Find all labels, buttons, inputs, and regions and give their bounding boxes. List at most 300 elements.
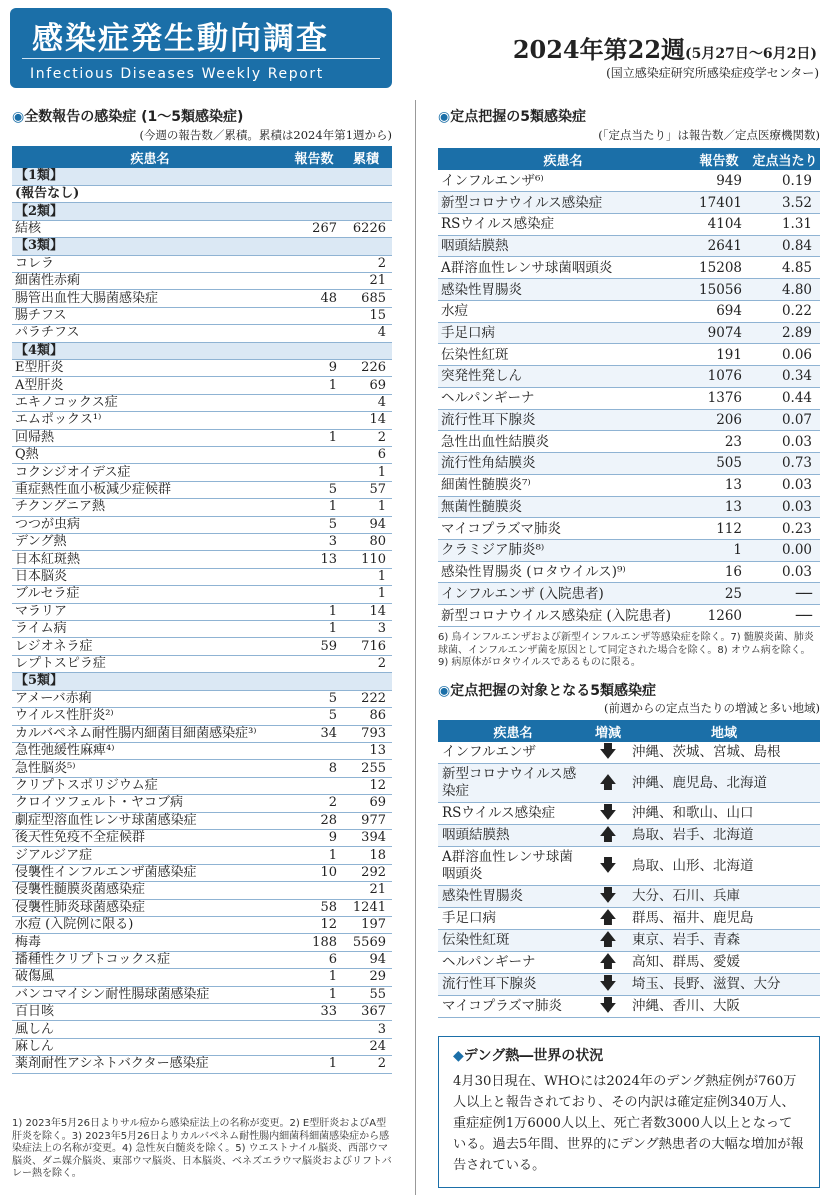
disease-name: 薬剤耐性アシネトバクター感染症	[12, 1056, 288, 1073]
table-row	[12, 847, 392, 864]
table-row	[438, 213, 820, 235]
cumulative-count: 80	[340, 534, 392, 551]
disease-name: カルバペネム耐性腸内細菌目細菌感染症³⁾	[12, 725, 288, 742]
table-row	[12, 829, 392, 846]
col-disease-header: 疾患名	[12, 146, 288, 168]
disease-name: つつが虫病	[12, 516, 288, 533]
disease-name: 破傷風	[12, 969, 288, 986]
table-row	[12, 377, 392, 394]
report-count: 949	[688, 170, 750, 192]
report-count: 33	[288, 1004, 340, 1021]
disease-name: 侵襲性肺炎球菌感染症	[12, 899, 288, 916]
section2-footnote: 6) 鳥インフルエンザおよび新型インフルエンザ等感染症を除く。7) 髄膜炎菌、肺炎球菌、インフルエンザ菌を原因として同定された場合を除く。8) オウム病を除く。9) 病原体がロタウイルスであるものに限る。	[438, 632, 814, 668]
disease-name: クリプトスポリジウム症	[12, 777, 288, 794]
table-row	[12, 986, 392, 1003]
report-count: 9074	[688, 322, 750, 344]
table-row	[438, 496, 820, 518]
disease-name: ジアルジア症	[12, 847, 288, 864]
table-row	[438, 235, 820, 257]
diamond-icon: ◆	[453, 1048, 464, 1064]
table-row	[12, 290, 392, 307]
report-count: 1	[288, 969, 340, 986]
cumulative-count: 685	[340, 290, 392, 307]
section1-heading	[12, 106, 243, 126]
arrow-down-icon: 🡇	[588, 847, 628, 886]
disease-name: 無菌性髄膜炎	[438, 496, 688, 518]
col-change-header: 増減	[588, 720, 628, 742]
col-cumulative-header: 累積	[340, 146, 392, 168]
cumulative-count: 110	[340, 551, 392, 568]
report-count	[288, 777, 340, 794]
cumulative-count: 2	[340, 1056, 392, 1073]
section3-note: (前週からの定点当たりの増減と多い地域)	[604, 701, 820, 715]
cumulative-count: 2	[340, 429, 392, 446]
disease-name: ヘルパンギーナ	[438, 387, 688, 409]
table-row	[12, 1038, 392, 1055]
report-count	[288, 255, 340, 272]
report-count: 59	[288, 638, 340, 655]
table-header-row	[438, 720, 820, 742]
cumulative-count: 18	[340, 847, 392, 864]
disease-name: RSウイルス感染症	[438, 803, 588, 825]
arrow-up-icon: 🡅	[588, 930, 628, 952]
sentinel-diseases-table	[438, 148, 820, 627]
per-sentinel-value: 0.00	[750, 539, 820, 561]
arrow-up-icon: 🡅	[588, 825, 628, 847]
cumulative-count: 14	[340, 603, 392, 620]
disease-name: ブルセラ症	[12, 586, 288, 603]
table-row	[438, 322, 820, 344]
disease-name: バンコマイシン耐性腸球菌感染症	[12, 986, 288, 1003]
region-list: 東京、岩手、青森	[628, 930, 820, 952]
per-sentinel-value: 0.22	[750, 300, 820, 322]
table-row	[438, 930, 820, 952]
table-row	[12, 934, 392, 951]
report-count: 2641	[688, 235, 750, 257]
report-count	[288, 655, 340, 672]
table-row	[12, 586, 392, 603]
cumulative-count: 21	[340, 272, 392, 289]
cumulative-count: 24	[340, 1038, 392, 1055]
table-row	[12, 516, 392, 533]
table-row	[12, 272, 392, 289]
report-count: 1	[288, 1056, 340, 1073]
disease-name: マイコプラズマ肺炎	[438, 518, 688, 540]
table-row	[438, 279, 820, 301]
report-count	[288, 464, 340, 481]
disease-name: E型肝炎	[12, 359, 288, 376]
region-list: 鳥取、岩手、北海道	[628, 825, 820, 847]
disease-name: 水痘 (入院例に限る)	[12, 916, 288, 933]
section3-title: 定点把握の対象となる5類感染症	[450, 683, 656, 699]
disease-name: 日本紅斑熱	[12, 551, 288, 568]
table-row	[438, 742, 820, 764]
disease-name: Q熱	[12, 447, 288, 464]
section1-bullet-icon: ◉	[12, 109, 25, 125]
disease-name: ライム病	[12, 621, 288, 638]
disease-name: コレラ	[12, 255, 288, 272]
disease-name: A群溶血性レンサ球菌咽頭炎	[438, 847, 588, 886]
disease-name: インフルエンザ	[438, 742, 588, 764]
category-row	[12, 168, 392, 185]
disease-name: チクングニア熱	[12, 499, 288, 516]
cumulative-count: 94	[340, 516, 392, 533]
section1-title: 全数報告の感染症 (1～5類感染症)	[24, 109, 244, 125]
table-row	[12, 951, 392, 968]
report-count: 5	[288, 690, 340, 707]
disease-name: 新型コロナウイルス感染症	[438, 192, 688, 214]
region-list: 埼玉、長野、滋賀、大分	[628, 974, 820, 996]
table-row	[12, 795, 392, 812]
cumulative-count: 394	[340, 829, 392, 846]
page-title: 感染症発生動向調査	[32, 21, 329, 57]
report-count	[288, 447, 340, 464]
report-count: 206	[688, 409, 750, 431]
report-count: 12	[288, 916, 340, 933]
cumulative-count: 55	[340, 986, 392, 1003]
arrow-up-icon: 🡅	[588, 764, 628, 803]
table-row	[438, 803, 820, 825]
cumulative-count: 197	[340, 916, 392, 933]
per-sentinel-value: 1.31	[750, 213, 820, 235]
disease-name: 麻しん	[12, 1038, 288, 1055]
per-sentinel-value: 2.89	[750, 322, 820, 344]
table-row	[438, 431, 820, 453]
table-row	[438, 300, 820, 322]
disease-name: クロイツフェルト・ヤコブ病	[12, 795, 288, 812]
disease-name: 腸管出血性大腸菌感染症	[12, 290, 288, 307]
arrow-up-icon: 🡅	[588, 952, 628, 974]
category-label: 【1類】	[12, 168, 392, 185]
table-row	[438, 974, 820, 996]
cumulative-count: 1241	[340, 899, 392, 916]
cumulative-count: 15	[340, 307, 392, 324]
table-row	[12, 447, 392, 464]
disease-name: 急性脳炎⁵⁾	[12, 760, 288, 777]
col-region-header: 地域	[628, 720, 820, 742]
region-list: 沖縄、香川、大阪	[628, 996, 820, 1018]
disease-name: A群溶血性レンサ球菌咽頭炎	[438, 257, 688, 279]
arrow-down-icon: 🡇	[588, 974, 628, 996]
col-disease-header: 疾患名	[438, 720, 588, 742]
title-banner	[10, 8, 392, 88]
disease-name: 突発性発しん	[438, 366, 688, 388]
cumulative-count: 2	[340, 655, 392, 672]
disease-name: 梅毒	[12, 934, 288, 951]
table-row	[438, 539, 820, 561]
disease-name: デング熱	[12, 534, 288, 551]
category-label: 【4類】	[12, 342, 392, 359]
table-row	[12, 708, 392, 725]
arrow-down-icon: 🡇	[588, 886, 628, 908]
report-count: 9	[288, 359, 340, 376]
cumulative-count: 1	[340, 568, 392, 585]
table-row	[12, 603, 392, 620]
section1-footnote: 1) 2023年5月26日よりサル痘から感染症法上の名称が変更。2) E型肝炎およびA型肝炎を除く。3) 2023年5月26日よりカルバペネム耐性腸内細菌科細菌感染症から感染症法上の名称が変更。4) 急性灰白髄炎を除く。5) ウエストナイル脳炎、西部ウマ脳炎、ダニ媒介脳炎、東部ウマ脳炎、日本脳炎、ベネズエラウマ脳炎およびリフトバレー熱を除く。	[12, 1118, 392, 1179]
report-count: 17401	[688, 192, 750, 214]
disease-name: 手足口病	[438, 908, 588, 930]
table-row	[438, 996, 820, 1018]
table-row	[12, 882, 392, 899]
disease-name: 伝染性紅斑	[438, 344, 688, 366]
table-row	[438, 192, 820, 214]
disease-name: 回帰熱	[12, 429, 288, 446]
table-row	[438, 518, 820, 540]
disease-name: マイコプラズマ肺炎	[438, 996, 588, 1018]
title-divider	[22, 58, 380, 59]
disease-name: 感染性胃腸炎	[438, 886, 588, 908]
cumulative-count: 6	[340, 447, 392, 464]
cumulative-count: 12	[340, 777, 392, 794]
disease-name: 流行性角結膜炎	[438, 453, 688, 475]
arrow-up-icon: 🡅	[588, 908, 628, 930]
table-row	[438, 453, 820, 475]
table-row	[12, 1004, 392, 1021]
table-row	[12, 777, 392, 794]
cumulative-count: 367	[340, 1004, 392, 1021]
cumulative-count: 5569	[340, 934, 392, 951]
table-row	[12, 1056, 392, 1073]
cumulative-count: 14	[340, 412, 392, 429]
arrow-down-icon: 🡇	[588, 742, 628, 764]
region-list: 沖縄、鹿児島、北海道	[628, 764, 820, 803]
disease-name: 侵襲性インフルエンザ菌感染症	[12, 864, 288, 881]
report-count: 13	[288, 551, 340, 568]
disease-name: 水痘	[438, 300, 688, 322]
table-row	[12, 325, 392, 342]
dengue-info-box	[438, 1036, 820, 1188]
region-list: 鳥取、山形、北海道	[628, 847, 820, 886]
per-sentinel-value: ──	[750, 583, 820, 605]
disease-name: 感染性胃腸炎 (ロタウイルス)⁹⁾	[438, 561, 688, 583]
cumulative-count: 1	[340, 464, 392, 481]
cumulative-count: 255	[340, 760, 392, 777]
box-heading	[453, 1045, 805, 1065]
cumulative-count: 86	[340, 708, 392, 725]
disease-name: レジオネラ症	[12, 638, 288, 655]
report-count: 13	[688, 474, 750, 496]
report-count: 6	[288, 951, 340, 968]
table-row	[438, 952, 820, 974]
report-count	[288, 1038, 340, 1055]
table-row	[12, 499, 392, 516]
table-header-row	[438, 148, 820, 170]
report-count: 1	[688, 539, 750, 561]
cumulative-count: 226	[340, 359, 392, 376]
table-row	[12, 568, 392, 585]
per-sentinel-value: 0.03	[750, 561, 820, 583]
table-row	[12, 916, 392, 933]
table-row	[12, 551, 392, 568]
disease-name: 播種性クリプトコックス症	[12, 951, 288, 968]
table-row	[12, 534, 392, 551]
per-sentinel-value: 0.73	[750, 453, 820, 475]
region-list: 沖縄、和歌山、山口	[628, 803, 820, 825]
per-sentinel-value: 4.80	[750, 279, 820, 301]
disease-name: 腸チフス	[12, 307, 288, 324]
report-count: 1	[288, 986, 340, 1003]
table-row	[438, 847, 820, 886]
report-count: 34	[288, 725, 340, 742]
col-reports-header: 報告数	[288, 146, 340, 168]
disease-name: 結核	[12, 220, 288, 237]
cumulative-count: 1	[340, 586, 392, 603]
cumulative-count: 222	[340, 690, 392, 707]
cumulative-count: 21	[340, 882, 392, 899]
report-count: 28	[288, 812, 340, 829]
col-reports-header: 報告数	[688, 148, 750, 170]
per-sentinel-value: 0.03	[750, 431, 820, 453]
table-row	[438, 825, 820, 847]
cumulative-count: 69	[340, 795, 392, 812]
report-count	[288, 1021, 340, 1038]
cumulative-count: 94	[340, 951, 392, 968]
section3-bullet-icon: ◉	[438, 683, 451, 699]
disease-name: 風しん	[12, 1021, 288, 1038]
cumulative-count: 57	[340, 481, 392, 498]
disease-name: 感染性胃腸炎	[438, 279, 688, 301]
disease-name: エキノコックス症	[12, 394, 288, 411]
table-row	[438, 409, 820, 431]
week-label: 2024年第22週	[512, 35, 686, 64]
table-row	[438, 474, 820, 496]
report-count: 1	[288, 603, 340, 620]
table-row	[438, 908, 820, 930]
table-row	[438, 387, 820, 409]
cumulative-count: 292	[340, 864, 392, 881]
trend-table	[438, 720, 820, 1018]
disease-name: インフルエンザ (入院患者)	[438, 583, 688, 605]
disease-name: 伝染性紅斑	[438, 930, 588, 952]
report-source: (国立感染症研究所感染症疫学センター)	[606, 66, 819, 80]
cumulative-count: 69	[340, 377, 392, 394]
disease-name: (報告なし)	[12, 185, 392, 202]
table-row	[12, 690, 392, 707]
disease-name: 手足口病	[438, 322, 688, 344]
section2-title: 定点把握の5類感染症	[450, 109, 586, 125]
disease-name: エムポックス¹⁾	[12, 412, 288, 429]
cumulative-count: 3	[340, 1021, 392, 1038]
table-header-row	[12, 146, 392, 168]
disease-name: ウイルス性肝炎²⁾	[12, 708, 288, 725]
report-count: 1	[288, 499, 340, 516]
report-count: 16	[688, 561, 750, 583]
table-row	[12, 220, 392, 237]
disease-name: RSウイルス感染症	[438, 213, 688, 235]
disease-name: 咽頭結膜熱	[438, 235, 688, 257]
cumulative-count: 6226	[340, 220, 392, 237]
disease-name: 劇症型溶血性レンサ球菌感染症	[12, 812, 288, 829]
report-count	[288, 307, 340, 324]
disease-name: 侵襲性髄膜炎菌感染症	[12, 882, 288, 899]
report-count: 188	[288, 934, 340, 951]
per-sentinel-value: 0.44	[750, 387, 820, 409]
table-row	[438, 583, 820, 605]
disease-name: インフルエンザ⁶⁾	[438, 170, 688, 192]
table-row	[12, 394, 392, 411]
disease-name: ヘルパンギーナ	[438, 952, 588, 974]
report-count: 25	[688, 583, 750, 605]
table-row	[12, 969, 392, 986]
report-week	[513, 30, 817, 65]
table-row	[12, 725, 392, 742]
report-count: 1	[288, 429, 340, 446]
table-row	[12, 864, 392, 881]
column-divider	[415, 100, 416, 1195]
report-count: 58	[288, 899, 340, 916]
category-label: 【2類】	[12, 203, 392, 220]
disease-name: 細菌性赤痢	[12, 272, 288, 289]
disease-name: マラリア	[12, 603, 288, 620]
region-list: 群馬、福井、鹿児島	[628, 908, 820, 930]
cumulative-count: 3	[340, 621, 392, 638]
disease-name: 後天性免疫不全症候群	[12, 829, 288, 846]
report-count: 9	[288, 829, 340, 846]
report-count: 5	[288, 481, 340, 498]
section2-heading	[438, 106, 586, 126]
disease-name: 新型コロナウイルス感染症	[438, 764, 588, 803]
notifiable-diseases-table	[12, 146, 392, 1074]
report-count	[288, 412, 340, 429]
table-row	[438, 605, 820, 627]
report-count: 112	[688, 518, 750, 540]
report-count	[288, 394, 340, 411]
report-count: 505	[688, 453, 750, 475]
disease-name: 流行性耳下腺炎	[438, 409, 688, 431]
report-count	[288, 882, 340, 899]
per-sentinel-value: 0.34	[750, 366, 820, 388]
report-count: 1260	[688, 605, 750, 627]
cumulative-count: 4	[340, 394, 392, 411]
table-row	[12, 429, 392, 446]
region-list: 沖縄、茨城、宮城、島根	[628, 742, 820, 764]
report-count: 267	[288, 220, 340, 237]
report-count: 694	[688, 300, 750, 322]
disease-name: 急性弛緩性麻痺⁴⁾	[12, 742, 288, 759]
report-count: 15056	[688, 279, 750, 301]
report-count: 1	[288, 621, 340, 638]
arrow-down-icon: 🡇	[588, 803, 628, 825]
disease-name: パラチフス	[12, 325, 288, 342]
category-row	[12, 673, 392, 690]
report-count: 1	[288, 847, 340, 864]
report-count: 8	[288, 760, 340, 777]
table-row	[12, 812, 392, 829]
table-row	[438, 764, 820, 803]
report-count	[288, 272, 340, 289]
cumulative-count: 977	[340, 812, 392, 829]
category-label: 【5類】	[12, 673, 392, 690]
report-count: 1376	[688, 387, 750, 409]
disease-name: 咽頭結膜熱	[438, 825, 588, 847]
region-list: 高知、群馬、愛媛	[628, 952, 820, 974]
report-count: 1	[288, 377, 340, 394]
report-count	[288, 742, 340, 759]
report-count: 3	[288, 534, 340, 551]
per-sentinel-value: 0.07	[750, 409, 820, 431]
report-count	[288, 568, 340, 585]
table-row	[12, 899, 392, 916]
cumulative-count: 716	[340, 638, 392, 655]
report-count: 1076	[688, 366, 750, 388]
col-per-sentinel-header: 定点当たり	[750, 148, 820, 170]
per-sentinel-value: 0.06	[750, 344, 820, 366]
disease-name: A型肝炎	[12, 377, 288, 394]
per-sentinel-value: 0.23	[750, 518, 820, 540]
section1-note: (今週の報告数／累積。累積は2024年第1週から)	[139, 128, 392, 142]
table-row	[12, 481, 392, 498]
table-row	[12, 307, 392, 324]
